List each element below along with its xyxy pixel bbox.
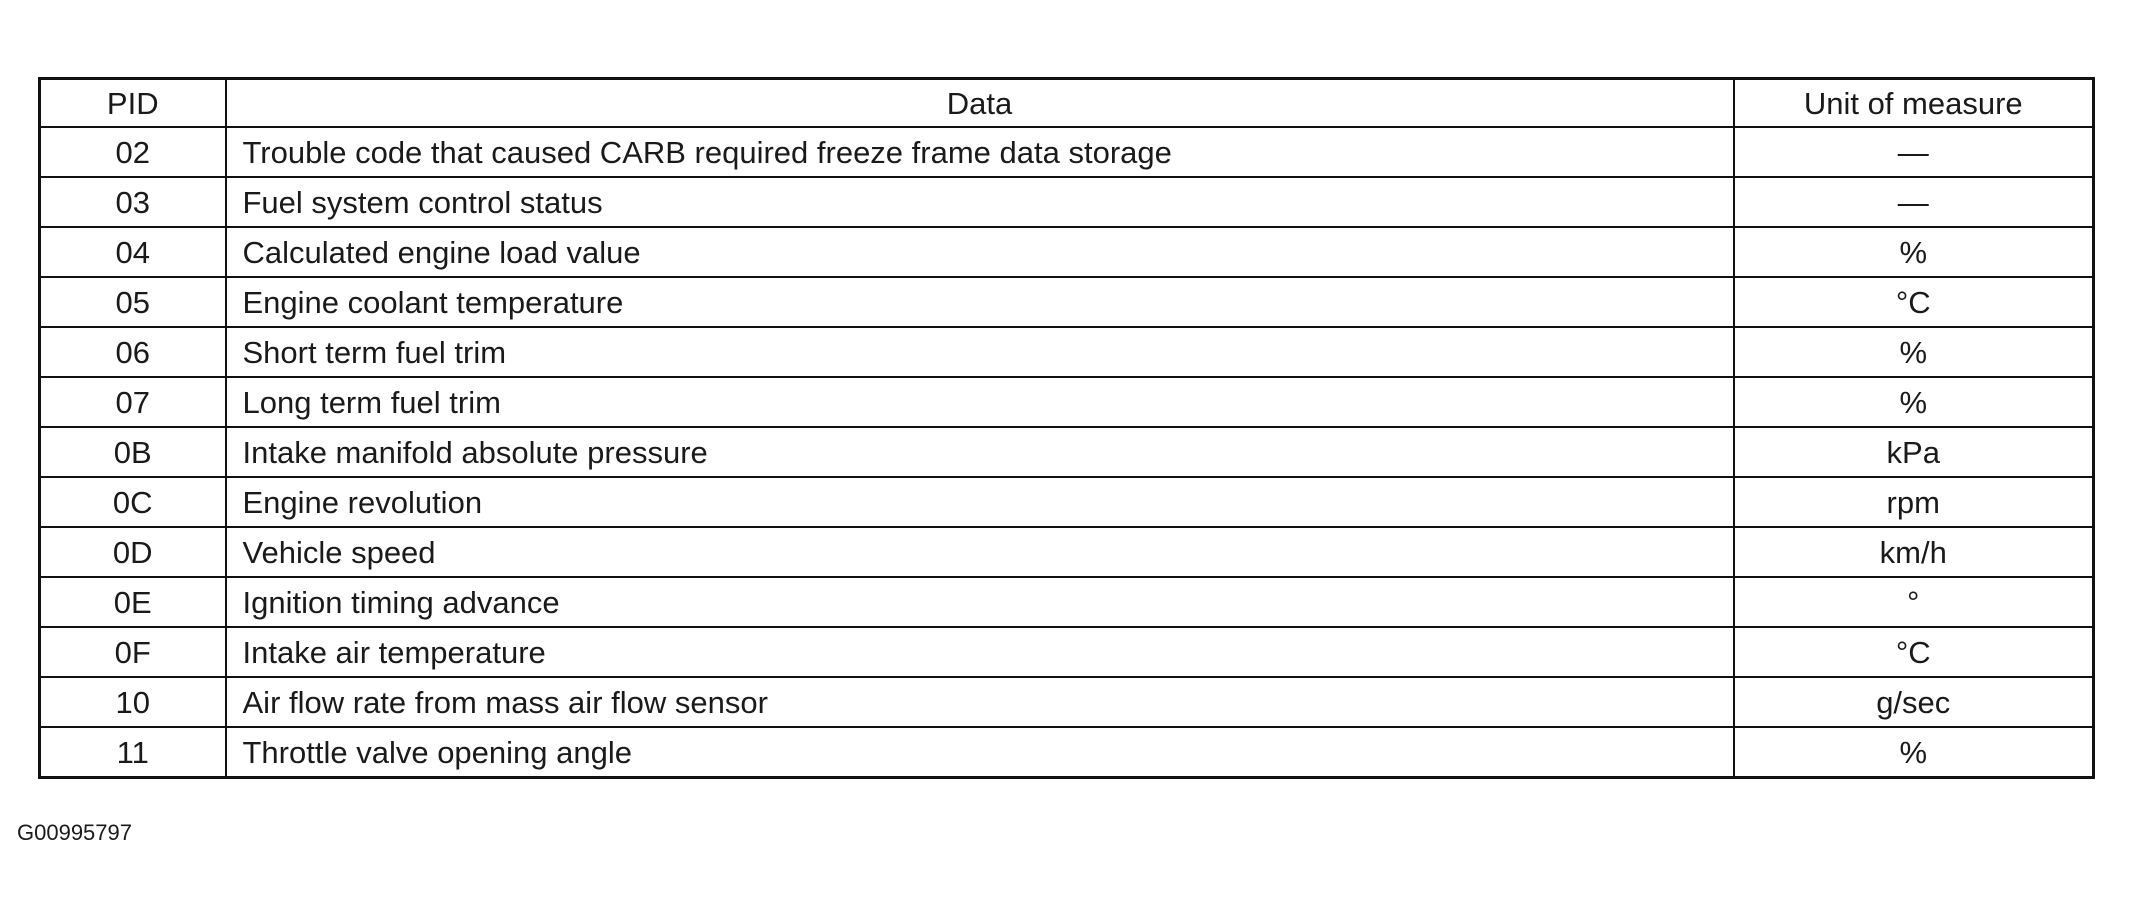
table-row xyxy=(40,427,2094,477)
pid-cell: 0E xyxy=(40,577,226,627)
pid-cell: 11 xyxy=(40,727,226,778)
unit-cell: % xyxy=(1734,327,2094,377)
pid-cell: 0F xyxy=(40,627,226,677)
data-cell: Intake manifold absolute pressure xyxy=(226,427,1734,477)
data-cell: Short term fuel trim xyxy=(226,327,1734,377)
unit-cell: — xyxy=(1734,127,2094,177)
data-cell: Ignition timing advance xyxy=(226,577,1734,627)
table-row xyxy=(40,227,2094,277)
freeze-frame-data-table xyxy=(38,77,2095,779)
table-row xyxy=(40,727,2094,778)
pid-cell: 03 xyxy=(40,177,226,227)
pid-cell: 07 xyxy=(40,377,226,427)
data-cell: Fuel system control status xyxy=(226,177,1734,227)
table-row xyxy=(40,377,2094,427)
table-row xyxy=(40,677,2094,727)
unit-cell: ° xyxy=(1734,577,2094,627)
pid-cell: 04 xyxy=(40,227,226,277)
table-row xyxy=(40,627,2094,677)
unit-cell: °C xyxy=(1734,277,2094,327)
data-cell: Air flow rate from mass air flow sensor xyxy=(226,677,1734,727)
pid-cell: 0C xyxy=(40,477,226,527)
header-data: Data xyxy=(226,79,1734,128)
figure-id-label: G00995797 xyxy=(17,820,132,845)
table-row xyxy=(40,177,2094,227)
data-cell: Calculated engine load value xyxy=(226,227,1734,277)
data-cell: Long term fuel trim xyxy=(226,377,1734,427)
pid-cell: 02 xyxy=(40,127,226,177)
header-pid: PID xyxy=(40,79,226,128)
table-row xyxy=(40,327,2094,377)
pid-cell: 05 xyxy=(40,277,226,327)
pid-cell: 10 xyxy=(40,677,226,727)
data-cell: Intake air temperature xyxy=(226,627,1734,677)
unit-cell: — xyxy=(1734,177,2094,227)
table-row xyxy=(40,127,2094,177)
table-row xyxy=(40,527,2094,577)
unit-cell: °C xyxy=(1734,627,2094,677)
data-cell: Vehicle speed xyxy=(226,527,1734,577)
unit-cell: g/sec xyxy=(1734,677,2094,727)
pid-cell: 06 xyxy=(40,327,226,377)
pid-cell: 0B xyxy=(40,427,226,477)
data-cell: Engine coolant temperature xyxy=(226,277,1734,327)
data-cell: Trouble code that caused CARB required freeze frame data storage xyxy=(226,127,1734,177)
unit-cell: % xyxy=(1734,727,2094,778)
unit-cell: rpm xyxy=(1734,477,2094,527)
data-cell: Throttle valve opening angle xyxy=(226,727,1734,778)
header-unit: Unit of measure xyxy=(1734,79,2094,128)
table-row xyxy=(40,577,2094,627)
unit-cell: kPa xyxy=(1734,427,2094,477)
table-header-row xyxy=(40,79,2094,128)
unit-cell: % xyxy=(1734,377,2094,427)
unit-cell: km/h xyxy=(1734,527,2094,577)
table-row xyxy=(40,477,2094,527)
pid-cell: 0D xyxy=(40,527,226,577)
data-cell: Engine revolution xyxy=(226,477,1734,527)
unit-cell: % xyxy=(1734,227,2094,277)
table-row xyxy=(40,277,2094,327)
